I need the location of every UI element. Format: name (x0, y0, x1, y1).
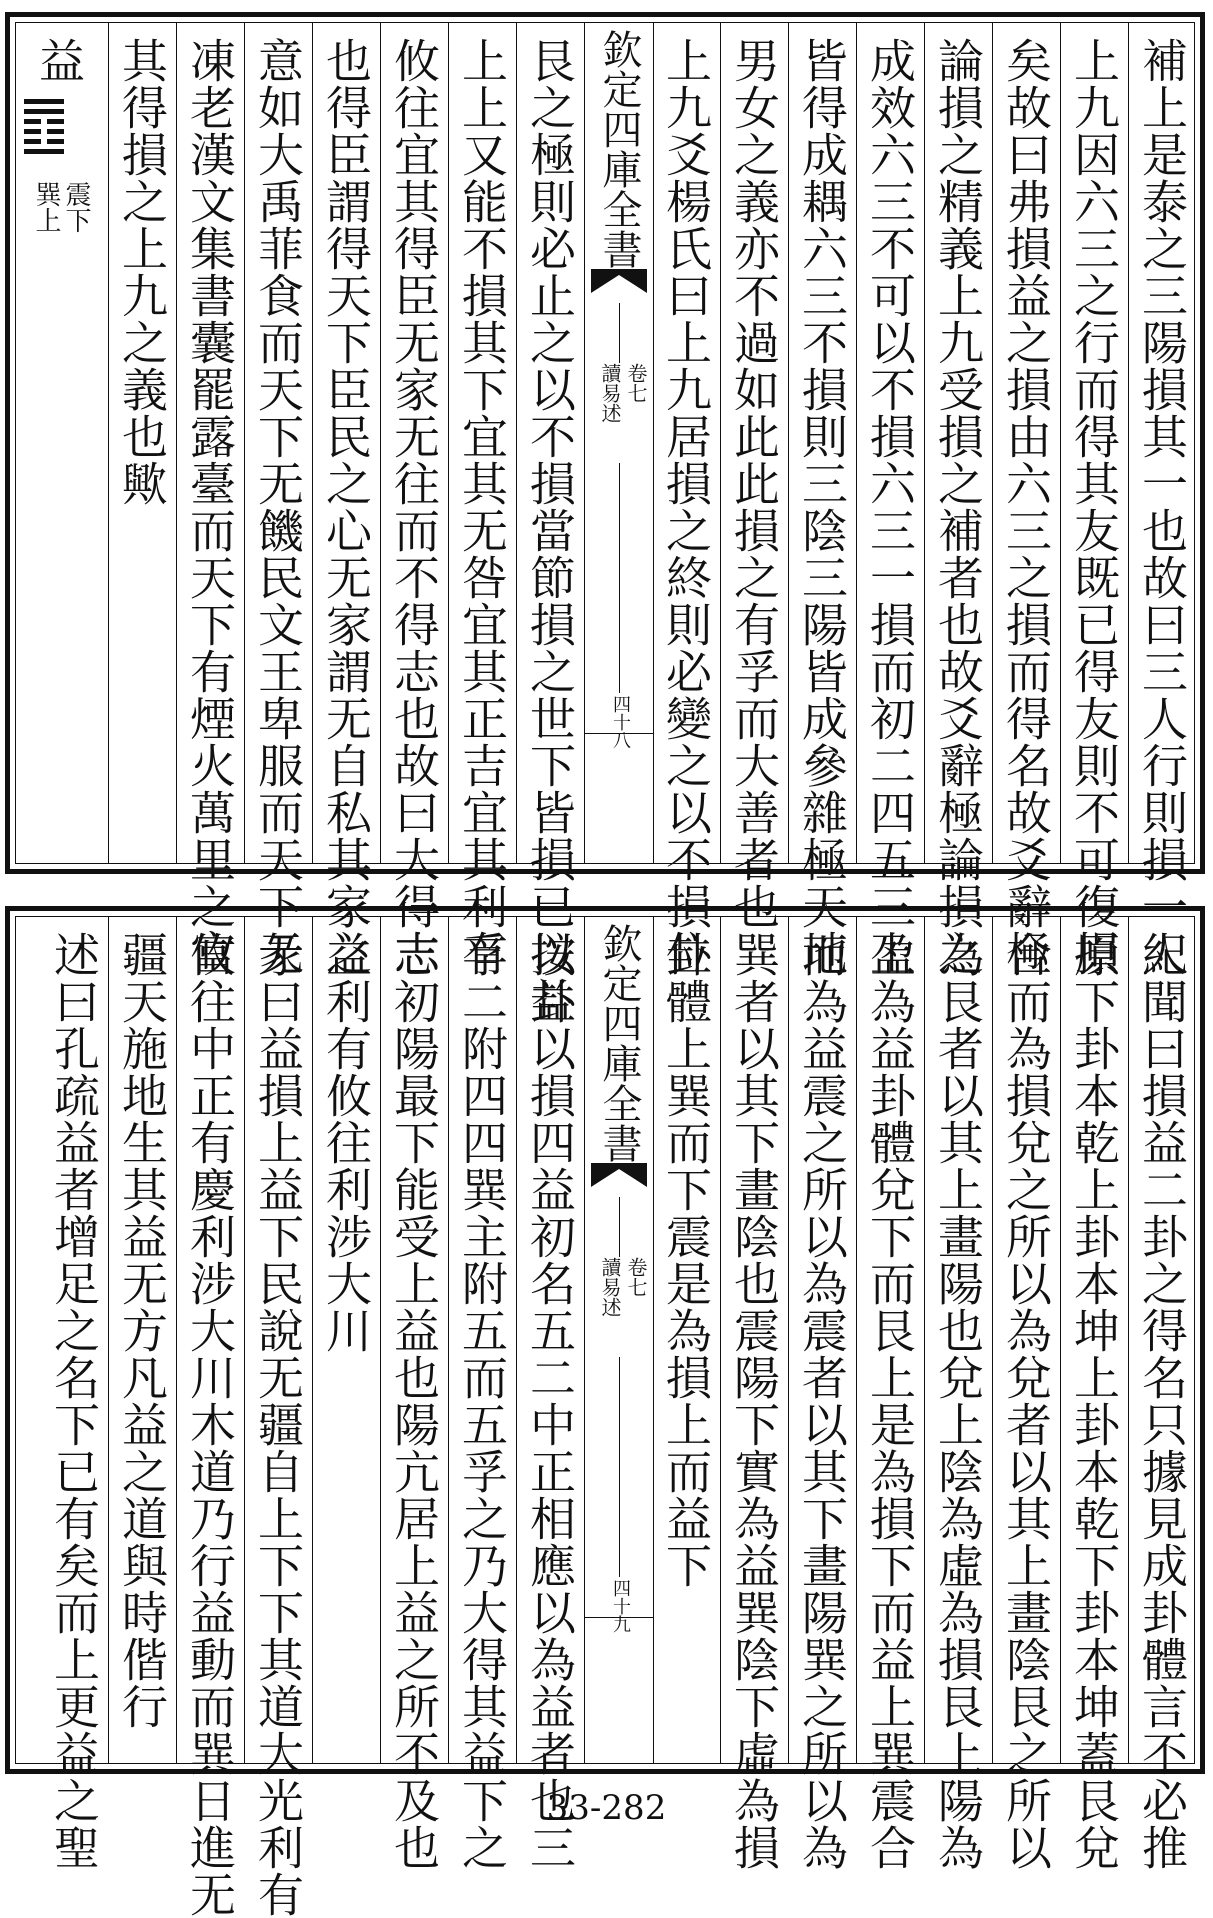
juan-label: 卷七 (624, 1257, 648, 1297)
text-column: 為艮者以其上畫陽也兌上陰為虛為損艮上陽為 (931, 931, 985, 1871)
text-column: 論損之精義上九受損之補者也故爻辭極論損之 (931, 37, 985, 977)
center-column (584, 23, 654, 863)
lower-trigram-label: 震下 (61, 181, 91, 233)
text-column: 男女之義亦不過如此此損之有孚而大善者也 (727, 37, 781, 930)
text-column: 上九爻楊氏曰上九居損之終則必變之以不損位 (659, 37, 713, 977)
book-name: 讀易述 (598, 363, 622, 423)
hexagram-heading (16, 31, 91, 271)
book-name-block (599, 363, 713, 423)
text-column: 成效六三不可以不損六三一損而初二四五三上 (863, 37, 917, 977)
text-column: 孚二附四四巽主附五而五孚之乃大得其益下之 (455, 931, 509, 1871)
text-column: 述曰孔疏益者增足之名下已有矣而上更益之聖 (47, 931, 101, 1871)
fishtail-mark (591, 1163, 647, 1187)
text-column: 凍老漢文集書囊罷露臺而天下有煙火萬里之富 (183, 37, 237, 977)
upper-trigram-label: 巽上 (31, 181, 61, 233)
text-column: 也得臣謂得天下臣民之心无家謂无自私其家之 (319, 37, 373, 977)
text-column: 意如大禹菲食而天下无饑民文王卑服而天下无 (251, 37, 305, 977)
hexagram-icon (24, 99, 64, 159)
text-column: 攸往宜其得臣无家无往而不得志也故曰大得志 (387, 37, 441, 977)
top-page-text-area (15, 22, 1195, 1024)
text-column: 志初陽最下能受上益也陽亢居上益之所不及也 (387, 931, 441, 1871)
text-column: 攸往中正有慶利涉大川木道乃行益動而巽日進无 (183, 931, 237, 1918)
text-column: 卦體上巽而下震是為損上而益下 (659, 931, 713, 1589)
text-column: 合而為損兌之所以為兌者以其上畫陰艮之所以 (999, 931, 1053, 1871)
book-name: 讀易述 (598, 1257, 622, 1317)
text-column: 矣故曰弗損益之損由六三之損而得名故爻辭極 (999, 37, 1053, 977)
book-name-block (599, 1257, 713, 1317)
text-column: 巽者以其下畫陰也震陽下實為益巽陰下虛為損 (727, 931, 781, 1871)
fishtail-mark (591, 269, 647, 293)
text-column: 補上是泰之三陽損其一也故曰三人行則損一人 (1135, 37, 1189, 977)
juan-label: 卷七 (624, 363, 648, 403)
text-column: 盈為益卦體兌下而艮上是為損下而益上巽震合 (863, 931, 917, 1871)
text-column: 艮之極則必止之以不損當節損之世下皆損已以益 (523, 37, 577, 1024)
text-column: 彖曰益損上益下民說无疆自上下下其道大光利有 (251, 931, 305, 1918)
text-column: 疆天施地生其益无方凡益之道與時偕行 (115, 931, 169, 1730)
page-footer-number: 33-282 (546, 1788, 667, 1828)
hexagram-name: 益 (32, 37, 86, 83)
text-column: 紀聞曰損益二卦之得名只據見成卦體言不必推 (1135, 931, 1189, 1871)
text-column: 原下卦本乾上卦本坤上卦本乾下卦本坤蓋艮兌 (1067, 931, 1121, 1871)
center-column (584, 917, 654, 1763)
text-column: 其得損之上九之義也歟 (115, 37, 169, 507)
text-column: 皆得成耦六三不損則三陰三陽皆成參雜極天地 (795, 37, 849, 977)
text-column: 而為益震之所以為震者以其下畫陽巽之所以為 (795, 931, 849, 1871)
book-title: 欽定四庫全書 (596, 923, 642, 1163)
book-title: 欽定四庫全書 (596, 29, 642, 269)
text-column: 上上又能不損其下宜其无咎宜其正吉宜其利有 (455, 37, 509, 977)
page-number: 四十八 (610, 695, 631, 749)
text-column: 益利有攸往利涉大川 (319, 931, 373, 1354)
text-column: 上九因六三之行而得其友既已得友則不可復損 (1067, 37, 1121, 977)
page-number: 四十九 (610, 1579, 631, 1633)
text-column: 按卦以損四益初名五二中正相應以為益者也三 (523, 931, 577, 1871)
